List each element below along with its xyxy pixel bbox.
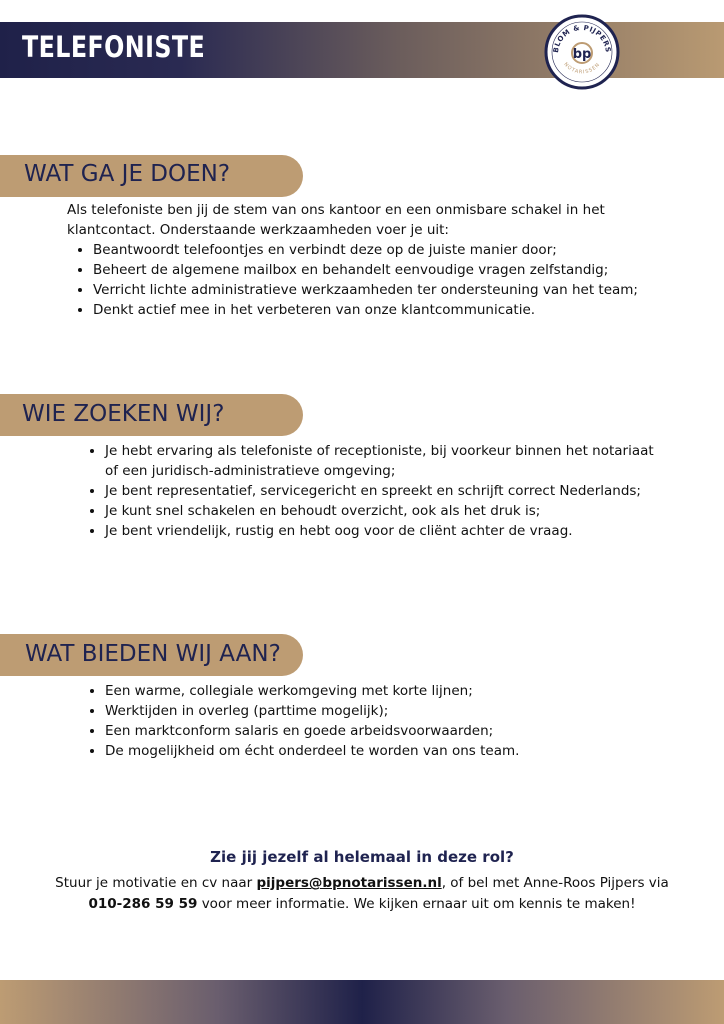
logo-name: BLOM & PIJPERS	[551, 23, 613, 54]
section-intro-doen: Als telefoniste ben jij de stem van ons kantoor en een onmisbare schakel in het klantcontact. Onderstaande werkzaamheden voer je uit:	[67, 202, 605, 238]
cta-text-part: Stuur je motivatie en cv naar	[55, 875, 257, 891]
company-logo	[544, 14, 620, 90]
bullet-list-bieden	[79, 681, 705, 761]
phone-number: 010-286 59 59	[88, 896, 198, 912]
footer-bar	[0, 980, 724, 1024]
list-item: • Je kunt snel schakelen en behoudt overzicht, ook als het druk is;	[105, 501, 665, 521]
cta-text-part: voor meer informatie. We kijken ernaar uit om kennis te maken!	[197, 896, 636, 912]
list-item: • Beheert de algemene mailbox en behandelt eenvoudige vragen zelfstandig;	[93, 260, 724, 280]
bullet-list-doen	[67, 240, 724, 320]
cta-title: Zie jij jezelf al helemaal in deze rol?	[210, 848, 514, 866]
email-link[interactable]: pijpers@bpnotarissen.nl	[256, 875, 442, 891]
list-item: • Beantwoordt telefoontjes en verbindt deze op de juiste manier door;	[93, 240, 724, 260]
list-item: • Je hebt ervaring als telefoniste of receptioniste, bij voorkeur binnen het notariaat of een juridisch-administratieve omgeving;	[105, 441, 665, 481]
section-title-zoeken: WIE ZOEKEN WIJ?	[22, 401, 225, 427]
list-item: • Werktijden in overleg (parttime mogelijk);	[105, 701, 705, 721]
list-item: • Verricht lichte administratieve werkzaamheden ter ondersteuning van het team;	[93, 280, 724, 300]
list-item: • De mogelijkheid om écht onderdeel te worden van ons team.	[105, 741, 705, 761]
logo-sub: NOTARISSEN	[562, 61, 602, 76]
bullet-list-zoeken	[79, 441, 665, 541]
section-title-doen: WAT GA JE DOEN?	[24, 161, 231, 187]
list-item: • Je bent vriendelijk, rustig en hebt oog voor de cliënt achter de vraag.	[105, 521, 665, 541]
cta-text-part: , of bel met Anne-Roos Pijpers via	[441, 875, 669, 891]
section-title-bieden: WAT BIEDEN WIJ AAN?	[25, 641, 281, 667]
logo-monogram: bp	[572, 47, 592, 62]
list-item: • Een warme, collegiale werkomgeving met korte lijnen;	[105, 681, 705, 701]
cta-text	[40, 873, 684, 915]
list-item: • Een marktconform salaris en goede arbeidsvoorwaarden;	[105, 721, 705, 741]
page-title: TELEFONISTE	[22, 30, 206, 64]
list-item: • Denkt actief mee in het verbeteren van onze klantcommunicatie.	[93, 300, 724, 320]
list-item: • Je bent representatief, servicegericht en spreekt en schrijft correct Nederlands;	[105, 481, 665, 501]
